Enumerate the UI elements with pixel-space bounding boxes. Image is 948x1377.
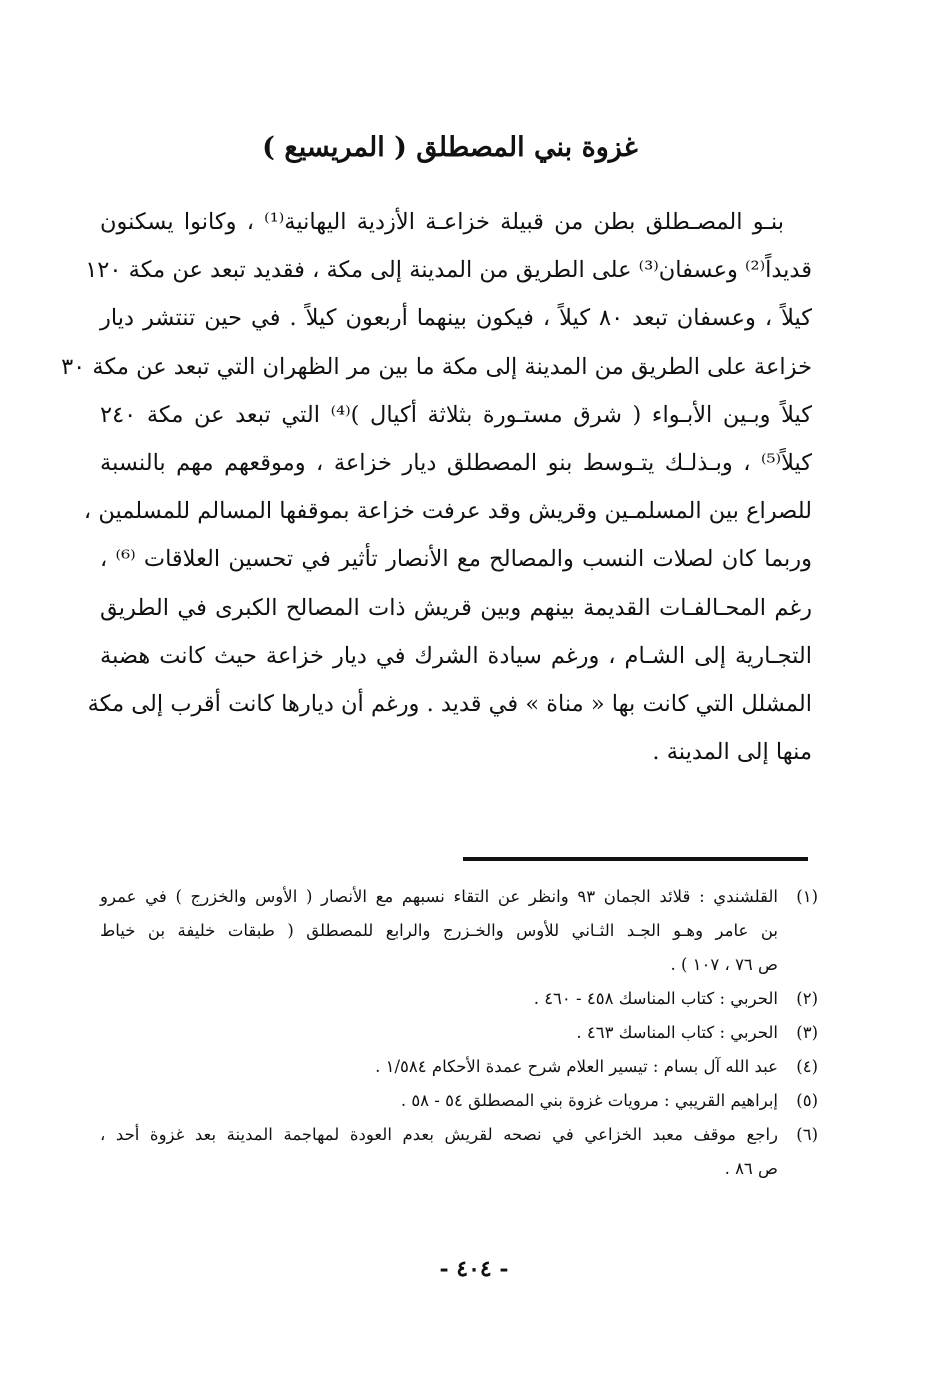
footnote-number: (٣) [796, 1023, 818, 1042]
footnote-text [100, 1016, 778, 1050]
footnote-divider [463, 857, 808, 861]
footnote-3 [100, 1016, 818, 1050]
footnote-line: عبد الله آل بسام : تيسير العلام شرح عمدة الأحكام ١/٥٨٤ . [375, 1057, 778, 1076]
chapter-title: غزوة بني المصطلق ( المريسيع ) [262, 132, 638, 163]
body-paragraph [61, 198, 812, 776]
body-line: للصراع بين المسلمـين وقريش وقد عرفت خزاعة بموقفها المسالم للمسلمين ، [83, 498, 812, 525]
body-line: قديداً⁽²⁾ وعسفان⁽³⁾ على الطريق من المدينة إلى مكة ، فقديد تبعد عن مكة ١٢٠ [85, 257, 812, 284]
body-line: كيلاً ، وعسفان تبعد ٨٠ كيلاً ، فيكون بينهما أربعون كيلاً . في حين تنتشر ديار [100, 305, 812, 332]
footnote-6 [100, 1118, 818, 1186]
footnote-number: (٦) [796, 1125, 818, 1144]
body-line: التجـارية إلى الشـام ، ورغم سيادة الشرك في ديار خزاعة حيث كانت هضبة [100, 642, 812, 669]
footnote-text [100, 1118, 778, 1186]
footnotes-list [100, 880, 818, 1186]
footnote-number: (٤) [796, 1057, 818, 1076]
footnote-line: الحربي : كتاب المناسك ٤٥٨ - ٤٦٠ . [533, 989, 778, 1008]
body-line: كيلاً⁽⁵⁾ ، وبـذلـك يتـوسط بنو المصطلق ديار خزاعة ، وموقعهم مهم بالنسبة [100, 450, 812, 477]
body-line: وربما كان لصلات النسب والمصالح مع الأنصار تأثير في تحسين العلاقات ⁽⁶⁾ ، [100, 546, 812, 573]
footnote-line: بن عامر وهـو الجـد الثـاني للأوس والخـزرج والرابع للمصطلق ( طبقات خليفة بن خياط [100, 921, 778, 940]
footnote-text [100, 880, 778, 982]
footnote-5 [100, 1084, 818, 1118]
footnote-1 [100, 880, 818, 982]
footnote-line: إبراهيم القريبي : مرويات غزوة بني المصطلق ٥٤ - ٥٨ . [400, 1091, 778, 1110]
footnote-line: راجع موقف معبد الخزاعي في نصحه لقريش بعدم العودة لمهاجمة المدينة بعد غزوة أحد ، [100, 1125, 778, 1144]
footnote-line: الحربي : كتاب المناسك ٤٦٣ . [576, 1023, 778, 1042]
body-line: المشلل التي كانت بها « مناة » في قديد . ورغم أن ديارها كانت أقرب إلى مكة [87, 691, 812, 718]
footnote-text [100, 982, 778, 1016]
body-line: خزاعة على الطريق من المدينة إلى مكة ما بين مر الظهران التي تبعد عن مكة ٣٠ [61, 353, 812, 380]
body-line: كيلاً وبـين الأبـواء ( شرق مستـورة بثلاثة أكيال )⁽⁴⁾ التي تبعد عن مكة ٢٤٠ [100, 401, 812, 428]
footnote-4 [100, 1050, 818, 1084]
footnote-2 [100, 982, 818, 1016]
footnote-text [100, 1050, 778, 1084]
footnote-line: ص ٧٦ ، ١٠٧ ) . [670, 955, 778, 974]
footnote-number: (٢) [796, 989, 818, 1008]
body-line: رغم المحـالفـات القديمة بينهم وبين قريش ذات المصالح الكبرى في الطريق [100, 594, 812, 621]
footnote-line: ص ٨٦ . [724, 1159, 778, 1178]
page-number: - ٤٠٤ - [439, 1256, 509, 1282]
footnote-line: القلشندي : قلائد الجمان ٩٣ وانظر عن التقاء نسبهم مع الأنصار ( الأوس والخزرج ) في عمرو [100, 887, 778, 906]
footnote-number: (٥) [796, 1091, 818, 1110]
footnote-text [100, 1084, 778, 1118]
footnote-number: (١) [796, 887, 818, 906]
body-line: منها إلى المدينة . [652, 739, 812, 766]
body-line: بنـو المصـطلق بطن من قبيلة خزاعـة الأزدية اليهانية⁽¹⁾ ، وكانوا يسكنون [100, 209, 784, 235]
